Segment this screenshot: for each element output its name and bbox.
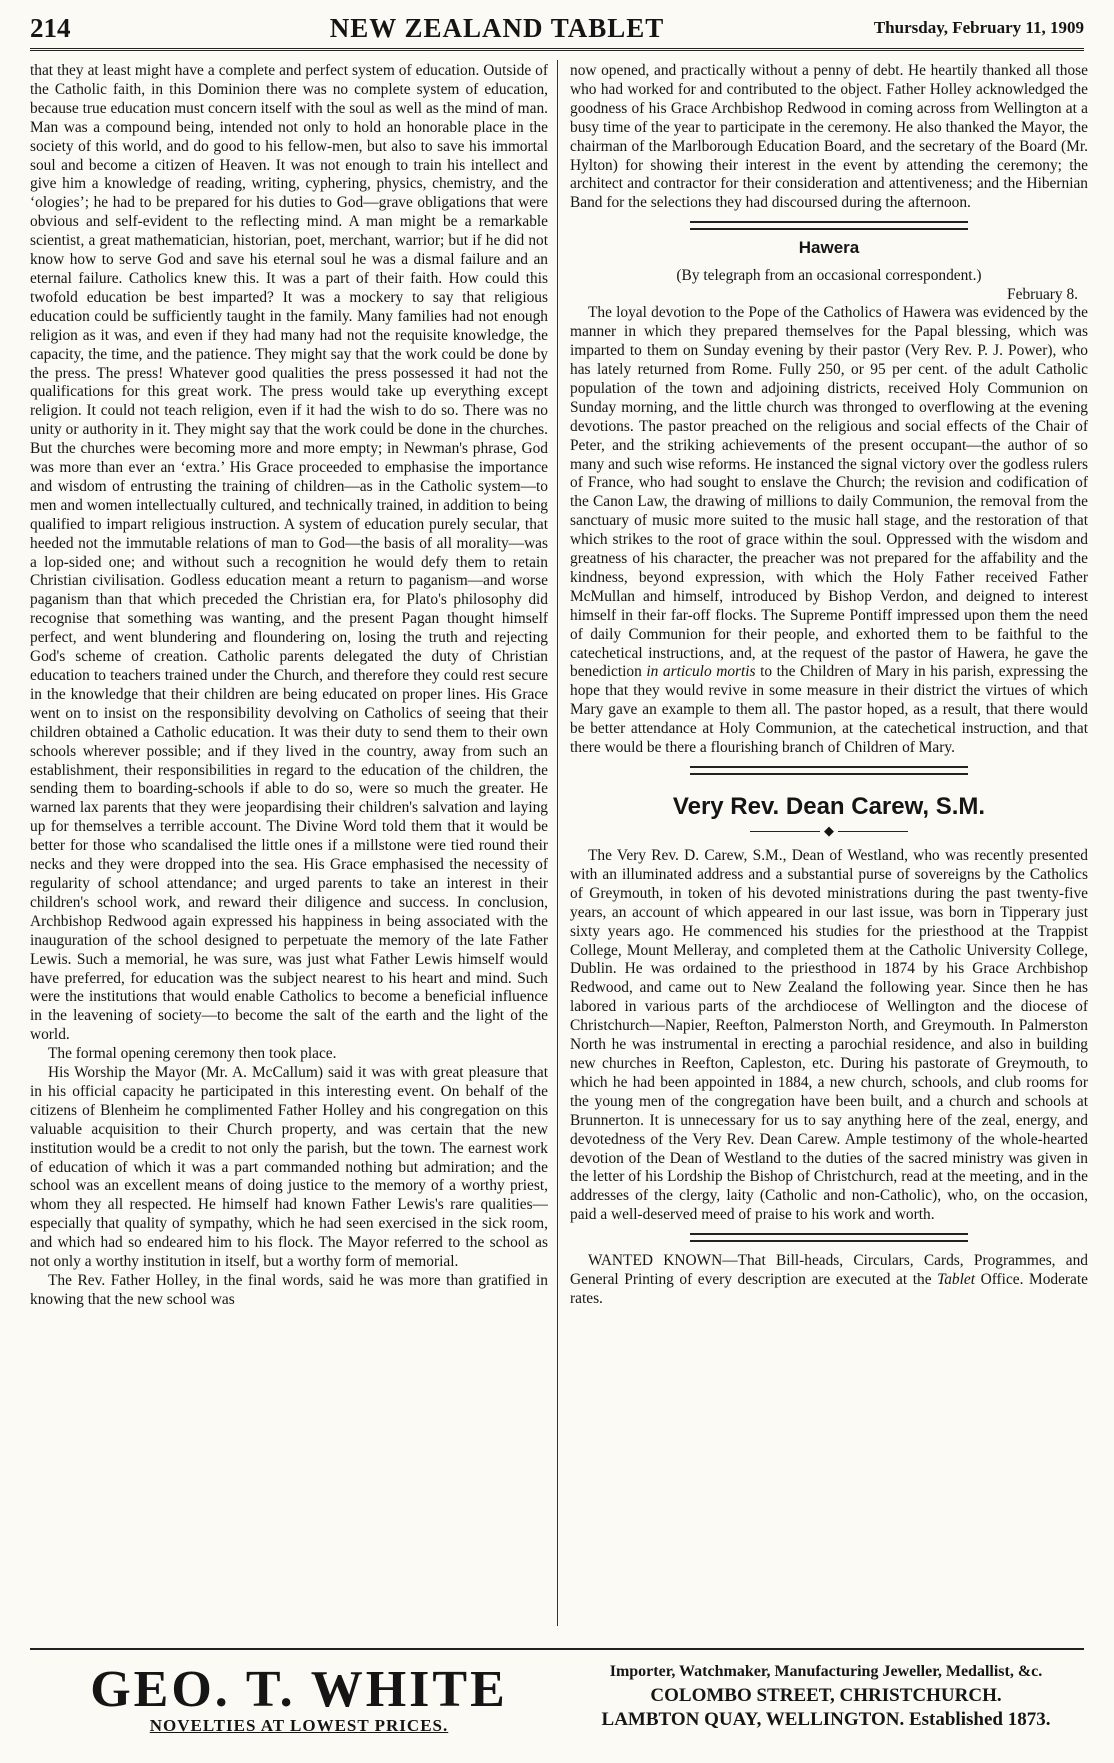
carew-body: The Very Rev. D. Carew, S.M., Dean of Westland, who was recently presented with an illuminated address and a substantial purse of sovereigns by the Catholics of Greymouth, in token of his devoted ministrations during the past twenty-five years, an account of which appeared in our last issue, was born in Tipperary just sixty years ago. He commenced his studies for the priesthood at the Trappist College, Mount Melleray, and completed them at the Catholic University College, Dublin. He was ordained to the priesthood in 1874 by his Grace Archbishop Redwood, and came out to New Zealand the following year. Since then he has labored in various parts of the archdiocese of Wellington and the diocese of Christchurch—Napier, Reefton, Palmerston North, and Greymouth. In Palmerston North he was instrumental in erecting a parochial residence, and also in building new churches in Reefton, Capleston, etc. During his pastorate of Greymouth, to which he had been appointed in 1884, a new church, schools, and club rooms for the young men of the congregation have been built, and a church and schools at Brunnerton. It is unnecessary for us to say anything here of the zeal, energy, and devotedness of the Very Rev. Dean Carew. Ample testimony of the whole-hearted devotion of the Dean of Westland to the duties of the sacred ministry was given in the letter of his Lordship the Bishop of Christchurch, read at the meeting, and in the addresses of the clergy, laity (Catholic and non-Catholic), who, on the occasion, paid a well-deserved meed of praise to his work and worth.: [570, 847, 1088, 1224]
section-divider: [690, 221, 968, 230]
hawera-byline: (By telegraph from an occasional correspondent.): [676, 267, 982, 285]
article-paragraph: His Worship the Mayor (Mr. A. McCallum) said it was with great pleasure that in his official capacity he participated in this interesting event. On behalf of the citizens of Blenheim he complimented Father Holley and his congregation on this valuable acquisition to their Church property, and was certain that the new institution would be a credit to not only the parish, but the town. The earnest work of education of which it was a part commanded nothing but admiration; and the school was an excellent means of doing justice to the memory of a worthy priest, whom they all respected. He himself had known Father Lewis's rare qualities—especially that quality of sympathy, which he had seen exercised in the sick room, and which had so endeared him to his flock. The Mayor referred to the school as not only a worthy institution in itself, but a worthy form of memorial.: [30, 1064, 548, 1271]
page-number: 214: [30, 12, 71, 43]
latin-phrase: in articulo mortis: [646, 663, 756, 681]
advert-details: [568, 1650, 1084, 1750]
hawera-date: February 8.: [1007, 286, 1078, 304]
masthead-title: NEW ZEALAND TABLET: [329, 12, 665, 43]
right-column: [570, 62, 1088, 1622]
advert-brand: [30, 1650, 568, 1750]
column-divider: [557, 60, 558, 1626]
article-paragraph: The Rev. Father Holley, in the final words, said he was more than gratified in knowing that the new school was: [30, 1272, 548, 1308]
hawera-heading: Hawera: [798, 238, 860, 258]
article-paragraph: now opened, and practically without a penny of debt. He heartily thanked all those who had worked for and contributed to the object. Father Holley acknowledged the goodness of his Grace Archbishop Redwood in coming across from Wellington at a busy time of the year to participate in the ceremony. He also thanked the Mayor, the chairman of the Marlborough Education Board, and the secretary of the Board (Mr. Hylton) for showing their interest in the event by attending the ceremony; the architect and contractor for their consideration and attentiveness; and the Hibernian Band for the selections they had discoursed during the afternoon.: [570, 62, 1088, 212]
advert-line-3: LAMBTON QUAY, WELLINGTON. Established 1873.: [601, 1709, 1051, 1730]
article-paragraph: The formal opening ceremony then took place.: [48, 1045, 337, 1063]
article-paragraph: that they at least might have a complete and perfect system of education. Outside of the Catholic faith, in this Dominion there was no complete system of education, because true education must concern itself with the soul as well as the mind of man. Man was a compound being, intended not only to hold an honorable place in the society of this world, and do good to his fellow-men, but also to save his immortal soul and become a citizen of Heaven. It was not enough to train his intellect and give him a knowledge of reading, writing, cyphering, physics, chemistry, and the ‘ologies’; he had to be prepared for his duties to God—grave obligations that were obvious and self-evident to the reflecting mind. A man might be a remarkable scientist, a great mathematician, historian, poet, merchant, warrior; but if he did not know how to serve God and save his eternal soul he was a dismal failure and an eternal failure. Catholics knew this. It was a part of their faith. How could this twofold education be best imparted? It was a mockery to say that religious education could be sufficiently taught in the family. Many families had not enough religion as it was, and even if they had many had not the requisite knowledge, the capacity, the time, and the patience. They might say that the work could be done by the press. The press! Whatever good qualities the press possessed it had not the qualifications for this great work. The press would take up everything except religion. It could not teach religion, even if it had the wish to do so. There was no unity or authority in it. They might say that the work could be done in the churches. But the churches were becoming more and more empty; in Newman's phrase, God was more than ever an ‘extra.’ His Grace proceeded to emphasise the importance and wisdom of entrusting the training of children—as in the Catholic system—to men and women intellectually cultured, and technically trained, in addition to being qualified to impart religious instruction. A system of education purely secular, that heeded not the immutable relations of man to God—the basis of all morality—was a lop-sided one; and without such a recognition he would defy them to retain Christian civilisation. Godless education meant a return to paganism—and worse paganism than that which preceded the Christian era, for Plato's philosophy did recognise that something was wanting, and the present Pagan thought himself perfect, and went blundering and floundering on, losing the truth and rejecting God's scheme of creation. Catholic parents delegated the duty of Christian education to teachers trained under the Church, and therefore they could rest secure in the knowledge that their children are being educated on proper lines. His Grace went on to insist on the responsibility devolving on Catholics of seeing that their children obtained a Catholic education. It was their duty to send them to their own schools wherever possible; and if they lived in the country, away from such an establishment, their responsibilities in regard to the education of the children, the sending them to boarding-schools if able to do so, were so much the greater. He warned lax parents that they were jeopardising their children's salvation and laying up for themselves a terrible account. The Divine Word told them that it would be better for those who scandalised the little ones if a millstone were tied round their necks and they were dropped into the sea. His Grace emphasised the necessity of regularity of school attendance; and urged parents to take an interest in their children's school work, and reward their diligence and success. In conclusion, Archbishop Redwood again expressed his happiness in being associated with the inauguration of the school designed to perpetuate the memory of the late Father Lewis. Such a memorial, he was sure, was just what Father Lewis himself would have preferred, for education was the subject nearest to his heart and mind. Such were the institutions that would enable Catholics to become a beneficial influence in the leavening of society—to become the salt of the earth and the light of the world.: [30, 62, 548, 1044]
left-column: [30, 62, 548, 1622]
heading-ornament: ◆: [570, 823, 1088, 839]
carew-heading: Very Rev. Dean Carew, S.M.: [672, 793, 986, 820]
advert-tagline: NOVELTIES AT LOWEST PRICES.: [149, 1716, 449, 1735]
wanted-notice: WANTED KNOWN—That Bill-heads, Circulars, Cards, Programmes, and General Printing of every description are executed at the Tablet Office. Moderate rates.: [570, 1252, 1088, 1307]
advert-line-1: Importer, Watchmaker, Manufacturing Jeweller, Medallist, &c.: [609, 1663, 1043, 1680]
advert-line-2: COLOMBO STREET, CHRISTCHURCH.: [650, 1685, 1002, 1706]
page-header: [30, 8, 1084, 51]
hawera-body: The loyal devotion to the Pope of the Catholics of Hawera was evidenced by the manner in which they prepared themselves for the Papal blessing, which was imparted to them on Sunday evening by their pastor (Very Rev. P. J. Power), who has lately returned from Rome. Fully 250, or 95 per cent. of the adult Catholic population of the town and adjoining districts, received Holy Communion on Sunday morning, and the little church was thronged to overflowing at the evening devotions. The pastor preached on the religious and social effects of the Chair of Peter, and the striking achievements of the present occupant—the author of so many and such wise reforms. He instanced the signal victory over the godless rulers of France, who had sought to enslave the Church; the revision and codification of the Canon Law, the drawing of millions to daily Communion, the removal from the sanctuary of music more suited to the music hall stage, and the restoration of that which strikes to the root of grace within the soul. Oppressed with the wisdom and greatness of his character, the preacher was not prepared for the affability and the kindness, beyond expression, with which the Holy Father received Father McMullan and himself, introduced by Bishop Verdon, and deigned to interest himself in their far-off flocks. The Supreme Pontiff impressed upon them the need of daily Communion for their people, and exhorted them to be faithful to the catechetical instructions, and, at the request of the pastor of Hawera, he gave the benediction in articulo mortis to the Children of Mary in his parish, expressing the hope that they would revive in some measure in their district the virtues of which Mary gave an example to them all. The pastor hoped, as a result, that there would be better attendance at Holy Communion, at the catechetical instruction, and that there would be there a flourishing branch of Children of Mary.: [570, 304, 1088, 757]
section-divider: [690, 766, 968, 775]
advert-name: GEO. T. WHITE: [90, 1661, 508, 1718]
section-divider: [690, 1233, 968, 1242]
issue-date: Thursday, February 11, 1909: [873, 18, 1084, 37]
footer-advertisement: [30, 1648, 1084, 1750]
